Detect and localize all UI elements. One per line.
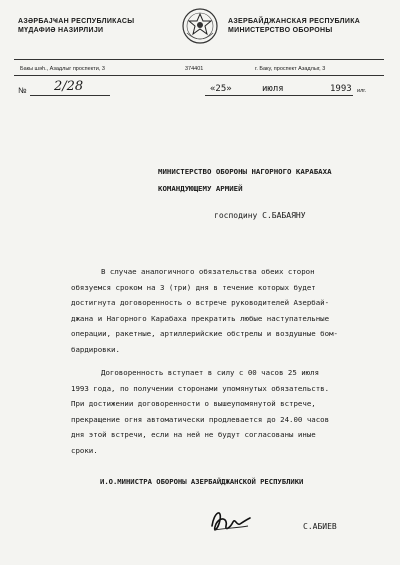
date-year-suffix: илг. xyxy=(357,88,367,94)
paragraph-2-line: При достижении договоренности о вышеупомянутой встрече, xyxy=(71,399,316,409)
paragraph-1-line: бардировки. xyxy=(71,345,120,354)
addressee-line3: господину С.БАБАЯНУ xyxy=(214,211,306,220)
paragraph-1-line: В случае аналогичного обязательства обеих сторон xyxy=(101,267,315,276)
paragraph-1-line: джана и Нагорного Карабаха прекратить любые наступательные xyxy=(71,313,330,323)
paragraph-2-line: дня этой встречи, если на ней не будут согласованы иные xyxy=(71,430,316,440)
letterhead-left-line2: МҮДАФИӘ НАЗИРЛИЈИ xyxy=(18,27,104,34)
letterhead-left xyxy=(18,17,134,35)
letterhead-left-line1: АЗӘРБАЈҸАН РЕСПУБЛИКАСЫ xyxy=(18,18,135,25)
date-day: «25» xyxy=(210,84,232,94)
paragraph-1-line: операции, ракетные, артиллерийские обстрелы и воздушные бом- xyxy=(71,329,338,339)
date-year: 1993 xyxy=(330,84,352,94)
signatory-title: И.О.МИНИСТРА ОБОРОНЫ АЗЕРБАЙДЖАНСКОЙ РЕСПУБЛИКИ xyxy=(100,477,304,486)
address-right: г. Баку, проспект Азадлыг, 3 xyxy=(255,66,326,72)
letterhead-right-line2: МИНИСТЕРСТВО ОБОРОНЫ xyxy=(228,27,333,34)
handwritten-signature xyxy=(208,504,254,536)
phone-number: 374401 xyxy=(185,66,204,72)
paragraph-1-line: достигнута договоренность о встрече руководителей Азербай- xyxy=(71,298,330,308)
address-left: Бакы шәһ., Азадлыг проспекти, 3 xyxy=(20,66,105,72)
number-underline xyxy=(30,95,110,96)
paragraph-2-line: 1993 года, по получении сторонами упомянутых обязательств. xyxy=(71,383,330,393)
address-divider xyxy=(14,75,384,76)
letterhead-divider xyxy=(14,59,384,60)
state-emblem xyxy=(181,7,219,45)
document-number: 2/28 xyxy=(54,79,84,94)
letterhead-right-line1: АЗЕРБАЙДЖАНСКАЯ РЕСПУБЛИКА xyxy=(228,18,361,25)
number-label: № xyxy=(18,86,27,95)
paragraph-1-line: обязуемся сроком на 3 (три) дня в течение которых будет xyxy=(71,282,316,292)
date-month: июля xyxy=(262,84,284,94)
signatory-name: С.АБИЕВ xyxy=(303,522,337,531)
paragraph-2-line: сроки. xyxy=(71,446,98,455)
letterhead-right xyxy=(228,17,360,35)
paragraph-2-line: Договоренность вступает в силу с 00 часов 25 июля xyxy=(101,368,320,377)
addressee-line1: МИНИСТЕРСТВО ОБОРОНЫ НАГОРНОГО КАРАБАХА xyxy=(158,167,332,176)
date-underline xyxy=(205,95,353,96)
addressee-line2: КОМАНДУЮЩЕМУ АРМИЕЙ xyxy=(158,184,243,193)
paragraph-2-line: прекращение огня автоматически продлевается до 24.00 часов xyxy=(71,414,330,424)
